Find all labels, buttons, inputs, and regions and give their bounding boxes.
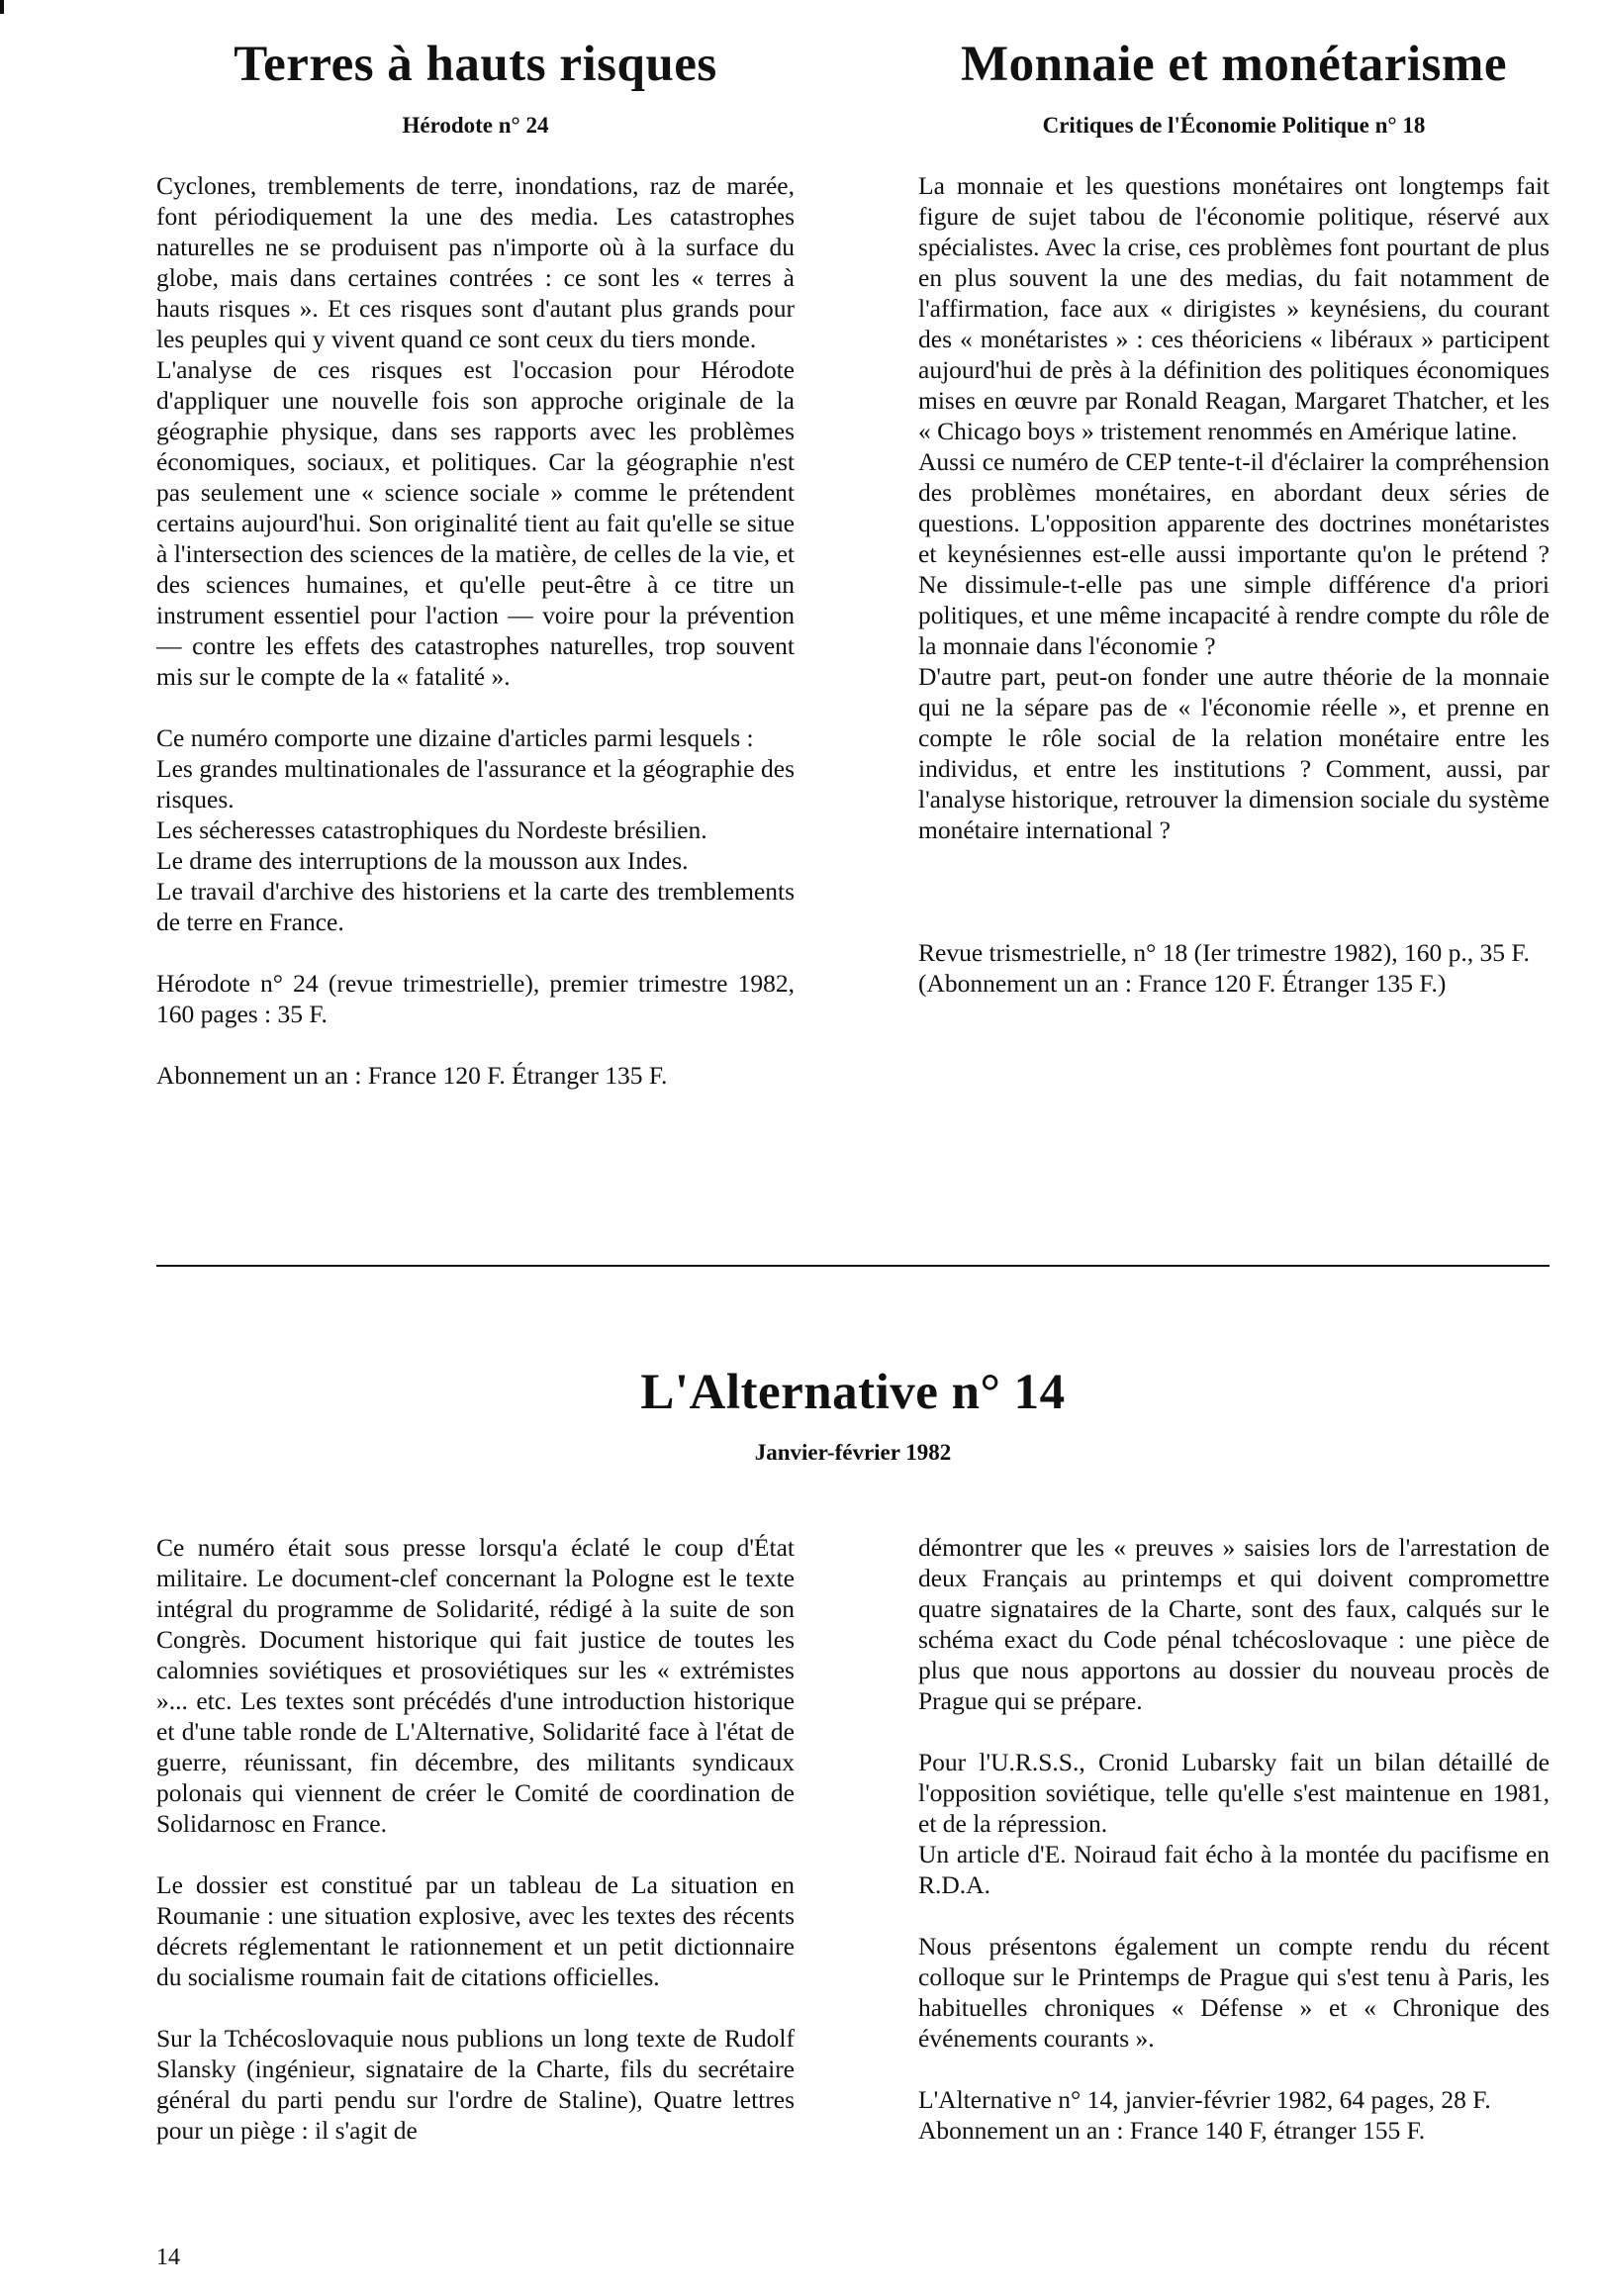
paragraph-gap: [918, 907, 1550, 937]
paragraph: Hérodote n° 24 (revue trimestrielle), premier trimestre 1982, 160 pages : 35 F.: [156, 969, 795, 1028]
article2-body: [918, 170, 1550, 999]
paragraph: Le drame des interruptions de la mousson aux Indes.: [156, 846, 689, 875]
paragraph: (Abonnement un an : France 120 F. Étranger 135 F.): [918, 969, 1447, 998]
paragraph: Les sécheresses catastrophiques du Nordeste brésilien.: [156, 815, 707, 844]
paragraph-gap: [156, 1839, 795, 1869]
article1-subtitle: Hérodote n° 24: [402, 113, 549, 138]
paragraph: L'analyse de ces risques est l'occasion pour Hérodote d'appliquer une nouvelle fois son approche originale de la géographie physique, dans ses rapports avec les problèmes économiques, sociaux, et politiques. Car la géographie n'est pas seulement une « science sociale » comme le prétendent certains aujourd'hui. Son originalité tient au fait qu'elle se situe à l'intersection des sciences de la matière, de celles de la vie, et des sciences humaines, et qu'elle peut-être à ce titre un instrument essentiel pour l'action — voire pour la prévention — contre les effets des catastrophes naturelles, trop souvent mis sur le compte de la « fatalité ».: [156, 355, 795, 691]
article3-left-column: [156, 1532, 795, 2146]
paragraph-gap: [918, 876, 1550, 907]
article3-subtitle: Janvier-février 1982: [754, 1440, 952, 1465]
scan-mark: [0, 0, 4, 14]
article1-body: [156, 170, 795, 1091]
paragraph-gap: [156, 1029, 795, 1060]
paragraph-gap: [918, 845, 1550, 876]
paragraph: Sur la Tchécoslovaquie nous publions un long texte de Rudolf Slansky (ingénieur, signataire de la Charte, fils du secrétaire général du parti pendu sur l'ordre de Staline), Quatre lettres pour un piège : il s'agit de: [156, 2024, 795, 2145]
paragraph: Les grandes multinationales de l'assurance et la géographie des risques.: [156, 754, 795, 813]
paragraph-gap: [918, 1716, 1550, 1747]
paragraph: Nous présentons également un compte rendu du récent colloque sur le Printemps de Prague qui s'est tenu à Paris, les habituelles chroniques « Défense » et « Chronique des événements courants ».: [918, 1932, 1550, 2053]
paragraph: Cyclones, tremblements de terre, inondations, raz de marée, font périodiquement la une des media. Les catastrophes naturelles ne se produisent pas n'importe où à la surface du globe, mais dans certaines contrées : ce sont les « terres à hauts risques ». Et ces risques sont d'autant plus grands pour les peuples qui y vivent quand ce sont ceux du tiers monde.: [156, 171, 795, 353]
paragraph-gap: [156, 1992, 795, 2023]
paragraph: D'autre part, peut-on fonder une autre théorie de la monnaie qui ne la sépare pas de « l'économie réelle », et prenne en compte le rôle social de la relation monétaire entre les individus, et entre les institutions ? Comment, aussi, par l'analyse historique, retrouver la dimension sociale du système monétaire international ?: [918, 662, 1550, 844]
paragraph: Revue trismestrielle, n° 18 (Ier trimestre 1982), 160 p., 35 F.: [918, 938, 1530, 967]
paragraph-gap: [918, 1900, 1550, 1931]
article2-title: Monnaie et monétarisme: [960, 37, 1508, 92]
paragraph: Ce numéro comporte une dizaine d'articles parmi lesquels :: [156, 723, 754, 752]
paragraph: Un article d'E. Noiraud fait écho à la montée du pacifisme en R.D.A.: [918, 1840, 1550, 1899]
paragraph-gap: [156, 692, 795, 722]
paragraph: Aussi ce numéro de CEP tente-t-il d'éclairer la compréhension des problèmes monétaires, en abordant deux séries de questions. L'opposition apparente des doctrines monétaristes et keynésiennes est-elle aussi importante qu'on le prétend ? Ne dissimule-t-elle pas une simple différence d'a priori politiques, et une même incapacité à rendre compte du rôle de la monnaie dans l'économie ?: [918, 447, 1550, 660]
article2-subtitle: Critiques de l'Économie Politique n° 18: [1042, 113, 1426, 138]
paragraph: L'Alternative n° 14, janvier-février 1982, 64 pages, 28 F.: [918, 2085, 1491, 2114]
page-number: 14: [156, 2245, 180, 2270]
paragraph: Pour l'U.R.S.S., Cronid Lubarsky fait un bilan détaillé de l'opposition soviétique, telle qu'elle s'est maintenue en 1981, et de la répression.: [918, 1748, 1550, 1838]
paragraph: Le travail d'archive des historiens et la carte des tremblements de terre en France.: [156, 877, 795, 936]
paragraph: La monnaie et les questions monétaires ont longtemps fait figure de sujet tabou de l'économie politique, réservé aux spécialistes. Avec la crise, ces problèmes font pourtant de plus en plus souvent la une des medias, du fait notamment de l'affirmation, face aux « dirigistes » keynésiens, du courant des « monétaristes » : ces théoriciens « libéraux » participent aujourd'hui de près à la définition des politiques économiques mises en œuvre par Ronald Reagan, Margaret Thatcher, et les « Chicago boys » tristement renommés en Amérique latine.: [918, 171, 1550, 445]
paragraph: Abonnement un an : France 140 F, étranger 155 F.: [918, 2116, 1426, 2145]
article3-right-column: [918, 1532, 1550, 2146]
paragraph-gap: [918, 2054, 1550, 2084]
article1-title: Terres à hauts risques: [234, 37, 717, 92]
article3-title: L'Alternative n° 14: [640, 1365, 1066, 1420]
paragraph: Ce numéro était sous presse lorsqu'a éclaté le coup d'État militaire. Le document-clef concernant la Pologne est le texte intégral du programme de Solidarité, rédigé à la suite de son Congrès. Document historique qui fait justice de toutes les calomnies soviétiques et prosoviétiques sur les « extrémistes »... etc. Les textes sont précédés d'une introduction historique et d'une table ronde de L'Alternative, Solidarité face à l'état de guerre, réunissant, fin décembre, des militants syndicaux polonais qui viennent de créer le Comité de coordination de Solidarnosc en France.: [156, 1533, 795, 1838]
paragraph: Abonnement un an : France 120 F. Étranger 135 F.: [156, 1061, 668, 1090]
paragraph: Le dossier est constitué par un tableau de La situation en Roumanie : une situation explosive, avec les textes des récents décrets réglementant le rationnement et un petit dictionnaire du socialisme roumain fait de citations officielles.: [156, 1870, 795, 1991]
paragraph-gap: [156, 937, 795, 968]
section-divider: [156, 1265, 1550, 1267]
paragraph: démontrer que les « preuves » saisies lors de l'arrestation de deux Français au printemps et qui doivent compromettre quatre signataires de la Charte, sont des faux, calqués sur le schéma exact du Code pénal tchécoslovaque : une pièce de plus que nous apportons au dossier du nouveau procès de Prague qui se prépare.: [918, 1533, 1550, 1715]
